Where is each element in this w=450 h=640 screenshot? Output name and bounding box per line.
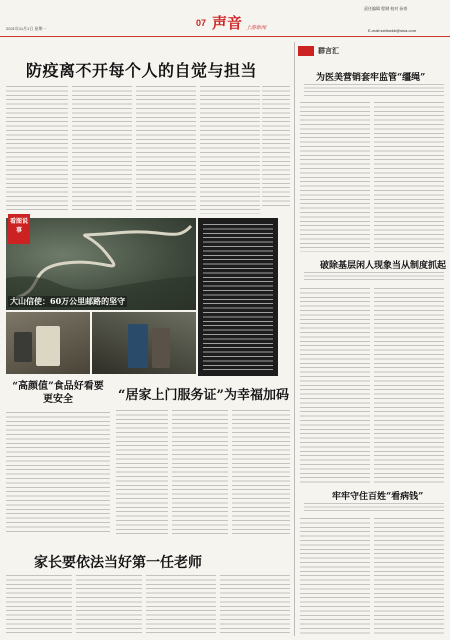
article-text-column — [72, 86, 132, 212]
issue-date: 2021年11月1日 星期一 — [6, 26, 47, 31]
headline-summary — [304, 503, 444, 513]
article-text-column — [6, 86, 68, 212]
photo-story-text-box — [198, 218, 278, 376]
sidebar-headline-1: 为医美营销套牢监管“缰绳” — [316, 73, 426, 83]
feature-badge: 看图说事 — [8, 214, 30, 244]
postman-delivery-photo — [92, 312, 196, 374]
article-text-column — [146, 575, 216, 635]
brand-logo: 上游新闻 — [246, 25, 267, 31]
article-text-column — [76, 575, 142, 635]
article-text-column — [220, 575, 290, 635]
editor-info: 责任编辑 程钢 校对 孙豪 — [364, 6, 408, 11]
sidebar-text-column — [374, 102, 444, 252]
sidebar-text-column — [300, 102, 370, 252]
article-text-column — [262, 86, 290, 206]
article-headline-home-service: “居家上门服务证”为幸福加码 — [118, 388, 289, 403]
sidebar-banner-icon — [298, 46, 314, 56]
article-text-column — [6, 412, 110, 532]
article-text-column — [172, 410, 228, 536]
article-text-column — [136, 86, 196, 212]
column-divider — [294, 42, 295, 636]
sidebar-text-column — [374, 518, 444, 634]
photo-caption: 大山信使：60万公里邮路的坚守 — [10, 296, 126, 306]
article-text-column — [232, 410, 290, 536]
headline-summary — [304, 84, 444, 98]
sidebar-label: 群言汇 — [318, 48, 339, 55]
section-title: 声音 — [212, 14, 243, 32]
sidebar-text-column — [300, 518, 370, 634]
headline-summary — [304, 272, 444, 282]
sidebar-text-column — [374, 288, 444, 484]
page-number: 07 — [196, 18, 207, 28]
main-headline: 防疫离不开每个人的自觉与担当 — [26, 61, 258, 80]
sidebar-headline-3: 牢牢守住百姓“看病钱” — [332, 492, 424, 502]
article-text-column — [200, 86, 260, 214]
article-text-column — [116, 410, 168, 536]
sidebar-headline-2: 破除基层闲人现象当从制度抓起 — [320, 261, 447, 271]
article-headline-parents: 家长要依法当好第一任老师 — [34, 555, 202, 571]
article-headline-food: “高颜值”食品好看要更安全 — [12, 381, 104, 405]
article-text-column — [6, 575, 72, 635]
contact-email: E-mail:sxbbwkb@sina.com — [368, 28, 417, 33]
sidebar-text-column — [300, 288, 370, 484]
postman-loading-van-photo — [6, 312, 90, 374]
